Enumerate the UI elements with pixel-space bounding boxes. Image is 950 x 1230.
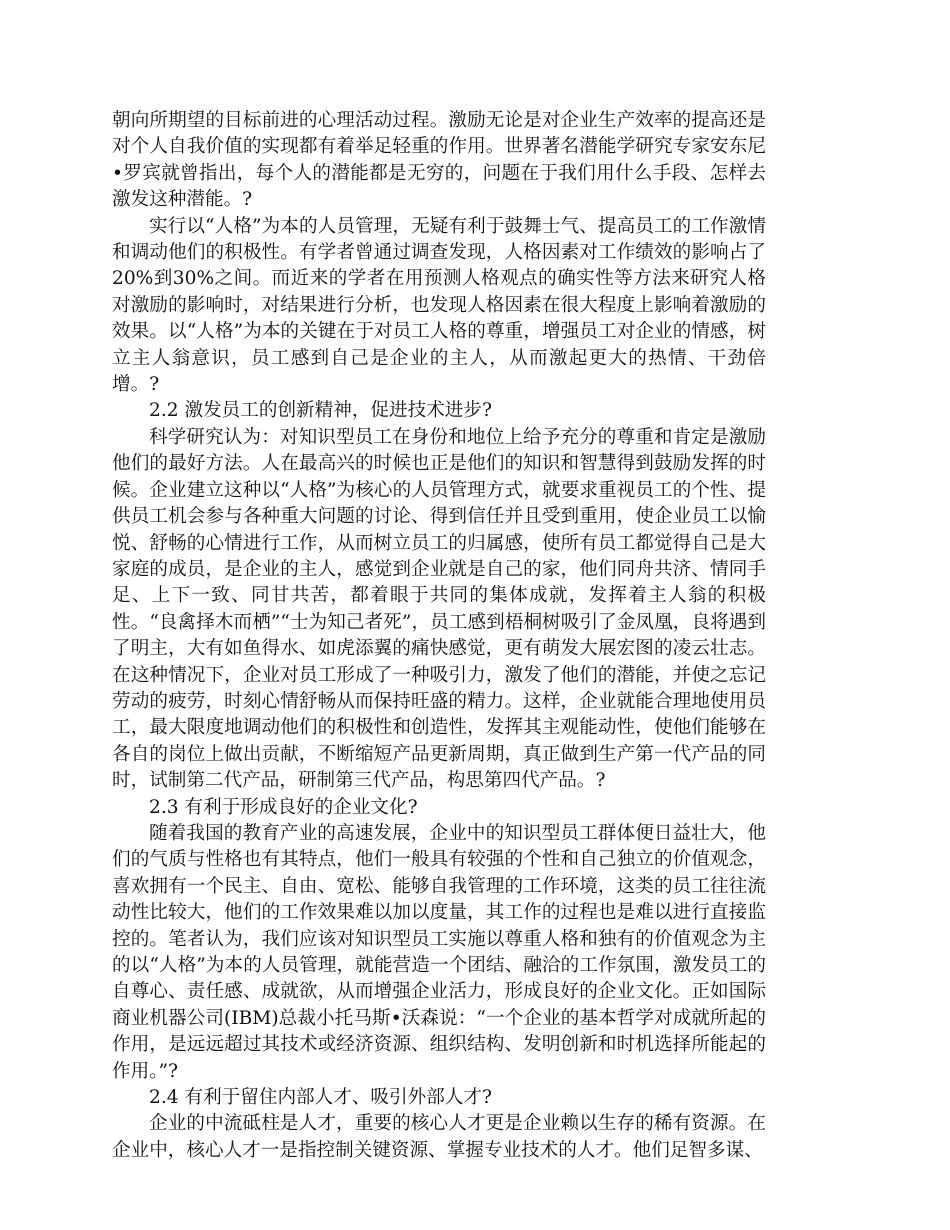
paragraph-innovation: 科学研究认为：对知识型员工在身份和地位上给予充分的尊重和肯定是激励他们的最好方法。人在最高兴的时候也正是他们的知识和智慧得到鼓励发挥的时候。企业建立这种以“人格”为核心的人员管理方式，就要求重视员工的个性、提供员工机会参与各种重大问题的讨论、得到信任并且受到重用，使企业员工以愉悦、舒畅的心情进行工作，从而树立员工的归属感，使所有员工都觉得自己是大家庭的成员，是企业的主人，感觉到企业就是自己的家，他们同舟共济、情同手足、上下一致、同甘共苦，都着眼于共同的集体成就，发挥着主人翁的积极性。“良禽择木而栖”“士为知己者死”，员工感到梧桐树吸引了金凤凰，良将遇到了明主，大有如鱼得水、如虎添翼的痛快感觉，更有萌发大展宏图的凌云壮志。在这种情况下，企业对员工形成了一种吸引力，激发了他们的潜能，并使之忘记劳动的疲劳，时刻心情舒畅从而保持旺盛的精力。这样，企业就能合理地使用员工，最大限度地调动他们的积极性和创造性，发挥其主观能动性，使他们能够在各自的岗位上做出贡献，不断缩短产品更新周期，真正做到生产第一代产品的同时，试制第二代产品，研制第三代产品，构思第四代产品。? — [112, 426, 766, 792]
section-heading-2-3: 2.3 有利于形成良好的企业文化? — [149, 796, 418, 818]
section-heading-2-2: 2.2 激发员工的创新精神，促进技术进步? — [149, 400, 492, 422]
paragraph-talent-retention: 企业的中流砥柱是人才，重要的核心人才更是企业赖以生存的稀有资源。在企业中，核心人才一是指控制关键资源、掌握专业技术的人才。他们足智多谋、 — [112, 1113, 766, 1161]
paragraph-motivation-intro: 朝向所期望的目标前进的心理活动过程。激励无论是对企业生产效率的提高还是对个人自我价值的实现都有着举足轻重的作用。世界著名潜能学研究专家安东尼•罗宾就曾指出，每个人的潜能都是无穷的，问题在于我们用什么手段、怎样去激发这种潜能。? — [112, 110, 766, 211]
paragraph-personality-management: 实行以“人格”为本的人员管理，无疑有利于鼓舞士气、提高员工的工作激情和调动他们的积极性。有学者曾通过调查发现，人格因素对工作绩效的影响占了20%到30%之间。而近来的学者在用预测人格观点的确实性等方法来研究人格对激励的影响时，对结果进行分析，也发现人格因素在很大程度上影响着激励的效果。以“人格”为本的关键在于对员工人格的尊重，增强员工对企业的情感，树立主人翁意识，员工感到自己是企业的主人，从而激起更大的热情、干劲倍增。? — [112, 215, 766, 396]
paragraph-corporate-culture: 随着我国的教育产业的高速发展，企业中的知识型员工群体便日益壮大，他们的气质与性格也有其特点，他们一般具有较强的个性和自己独立的价值观念，喜欢拥有一个民主、自由、宽松、能够自我管理的工作环境，这类的员工往往流动性比较大，他们的工作效果难以加以度量，其工作的过程也是难以进行直接监控的。笔者认为，我们应该对知识型员工实施以尊重人格和独有的价值观念为主的以“人格”为本的人员管理，就能营造一个团结、融洽的工作氛围，激发员工的自尊心、责任感、成就欲，从而增强企业活力，形成良好的企业文化。正如国际商业机器公司(IBM)总裁小托马斯•沃森说：“一个企业的基本哲学对成就所起的作用，是远远超过其技术或经济资源、组织结构、发明创新和时机选择所能起的作用。”? — [112, 822, 766, 1082]
document-body — [112, 108, 766, 1164]
section-heading-2-4: 2.4 有利于留住内部人才、吸引外部人才? — [149, 1087, 492, 1109]
